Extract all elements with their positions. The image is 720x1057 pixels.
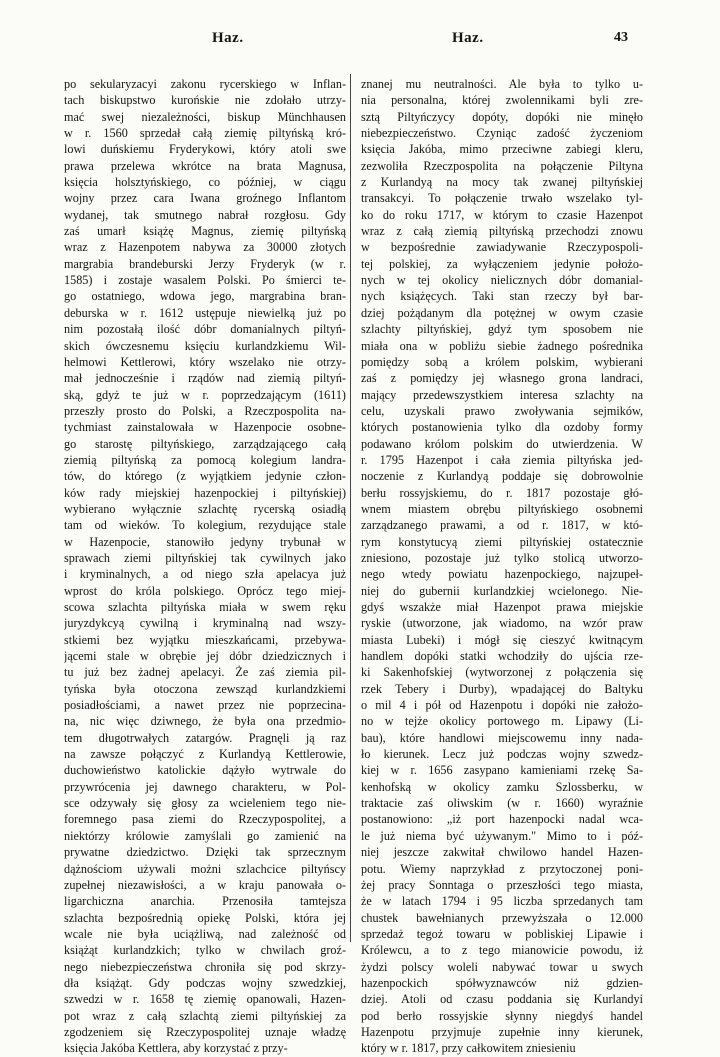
text-line: tem długotrwałych zatargów. Pragnęli ją raz	[64, 730, 346, 745]
text-line: zgodzeniem się Rzeczypospolitej uznaje władzę	[64, 1024, 346, 1039]
text-line: stkiemi bez wyjątku mieszkańcami, przebywa-	[64, 632, 346, 647]
text-line: których postanowienia tylko dla ozdoby formy	[361, 420, 643, 435]
text-line: bau), które handlowi miejscowemu inny nada-	[361, 730, 643, 745]
text-line: mać swej niezależności, biskup Münchhausen	[64, 109, 346, 124]
text-line: traktacie zaś oliwskim (w r. 1660) wyraźnie	[361, 796, 643, 811]
text-line: który w r. 1817, przy całkowitem zniesieniu	[361, 1041, 576, 1056]
text-line: posiadłościami, a nawet przez nie poprzecina-	[64, 698, 346, 713]
text-line: ki Sakenhofskiej (wytworzonej z połączenia się	[361, 665, 643, 680]
text-line: tej polskiej, za wyłączeniem jedynie położo-	[361, 256, 643, 271]
text-line: tam od wieków. To kolegium, rezydujące stale	[64, 518, 346, 533]
text-line: berłu rossyjskiemu, do r. 1817 pozostaje głó-	[361, 485, 643, 500]
text-line: nia personalna, której zwolennikami byli zre-	[361, 93, 643, 108]
text-line: foremnego pasa ziemi do Rzeczypospolitej, a	[64, 812, 346, 827]
text-line: noczenie z Kurlandyą poddaje się dobrowolnie	[361, 469, 643, 484]
text-line: wraz z Hazenpotem nabywa za 30000 złotych	[64, 240, 346, 255]
text-line: le już niema być używanym." Mimo to i póź-	[361, 828, 643, 843]
text-line: kiej w r. 1656 zasypano kamieniami rzekę Sa-	[361, 763, 643, 778]
text-line: wcale nie była uciążliwą, nad zależność od	[64, 926, 346, 941]
text-line: wnem miastem obrębu piltyńskiego osobnemi	[361, 501, 643, 516]
text-line: zupełnej niezawisłości, a w kraju panowała o-	[64, 877, 346, 892]
text-line: sztą Piltyńczycy dopóty, dopóki nie minęło	[361, 109, 643, 124]
text-line: skich ówczesnemu księciu kurlandzkiemu Wil-	[64, 338, 346, 353]
text-line: transakcyi. To połączenie trwało wszelako tyl-	[361, 191, 643, 206]
text-line: handlem dopóki statki wchodziły do ujścia rze-	[361, 649, 643, 664]
text-line: rym konstytucyą ziemi piltyńskiej ostatecznie	[361, 534, 643, 549]
text-line: z Kurlandyą na mocy tak zwanej piltyńskiej	[361, 175, 643, 190]
left-text-column	[64, 76, 346, 1057]
right-text-column	[361, 76, 643, 1057]
page-number: 43	[614, 30, 628, 45]
text-line: i kryminalnych, a od niego szła apelacya już	[64, 567, 346, 582]
text-line: przeszły prosto do Polski, a Rzeczpospolita na-	[64, 403, 346, 418]
text-line: prywatne dziedzictwo. Dzięki tak sprzecznym	[64, 845, 346, 860]
text-line: mający przedewszystkiem interesa szlachty na	[361, 387, 643, 402]
text-line: go starostę piltyńskiego, zarządzającego całą	[64, 436, 346, 451]
text-line: po sekularyzacyi zakonu rycerskiego w Inflan-	[64, 77, 346, 91]
text-line: ko do roku 1717, w którym to czasie Hazenpot	[361, 207, 643, 222]
text-line: go ostatniego, wdowa jego, margrabina bran-	[64, 289, 346, 304]
text-line: podawano królom polskim do utwierdzenia. W	[361, 436, 643, 451]
text-line: znanej mu neutralności. Ale była to tylko u-	[361, 77, 643, 91]
text-line: zezwoliła Rzeczpospolita na połączenie Piltyna	[361, 158, 643, 173]
text-line: pot wraz z całą szlachtą ziemi piltyńskiej za	[64, 1008, 346, 1023]
text-line: tyńska była otoczona zewsząd kurlandzkiemi	[64, 681, 346, 696]
text-line: zniesiono, pozostaje już tylko stolicą utworzo-	[361, 550, 643, 565]
text-line: hazenpockich spółwyznawców niż gdzien-	[361, 975, 643, 990]
text-line: książąt kurlandzkich; tylko w chwilach groź-	[64, 943, 346, 958]
text-line: pomiędzy sobą a królem polskim, wybierani	[361, 354, 643, 369]
running-head-left: Haz.	[212, 30, 244, 46]
text-line: niej do gubernii kurlandzkiej wcielonego. Nie-	[361, 583, 643, 598]
text-line: helmowi Kettlerowi, który wszelako nie otrzy-	[64, 354, 346, 369]
text-line: księcia Jakóba, mimo przeciwne zabiegi kleru,	[361, 142, 643, 157]
text-line: sprawach ziemi piltyńskiej tak cywilnych jako	[64, 550, 346, 565]
text-line: wraz z całą ziemią piltyńską przechodzi znowu	[361, 224, 643, 239]
text-line: Królewcu, a to z tego mianowicie powodu, iż	[361, 943, 643, 958]
text-line: Hazenpotu przyjmuje zupełnie inny kierunek,	[361, 1024, 643, 1039]
text-line: dążnościom używali możni szlachcice piltyńscy	[64, 861, 346, 876]
text-line: duchowieństwo katolickie dążyło wytrwale do	[64, 763, 346, 778]
text-line: rzek Tebery i Durby), wpadającej do Baltyku	[361, 681, 643, 696]
text-line: szlachty piltyńskiej, gdyż tym sposobem nie	[361, 322, 643, 337]
text-line: w r. 1560 sprzedał całą ziemię piltyńską kró-	[64, 126, 346, 141]
text-line: wprost do króla polskiego. Oprócz tego miej-	[64, 583, 346, 598]
text-line: scowa szlachta piltyńska miała w swem ręku	[64, 600, 346, 614]
text-line: tychmiast zainstalowała w Hazenpocie osobne-	[64, 420, 346, 435]
text-line: lowi duńskiemu Fryderykowi, który atoli swe	[64, 142, 346, 157]
text-line: zaś z pomiędzy jej własnego grona landraci,	[361, 371, 643, 386]
text-line: gdyś wszakże miał Hazenpot prawa miejskie	[361, 600, 643, 614]
text-line: potu. Wiemy naprzykład z przytoczonej poni-	[361, 861, 643, 876]
text-line: tach biskupstwo kurońskie nie zdołało utrzy-	[64, 93, 346, 108]
text-line: sprzedaż tegoż towaru w pobliskiej Lipawie i	[361, 926, 643, 941]
column-divider	[350, 74, 351, 942]
text-line: wybierano wyłącznie szlachtę rycerską osiadłą	[64, 501, 346, 516]
text-line: nego niebezpieczeństwa chroniła się pod skrzy-	[64, 959, 346, 974]
text-line: ło kierunek. Lecz już podczas wojny szwedz-	[361, 747, 643, 762]
text-line: postanowiono: „iż port hazenpocki nadal wca-	[361, 812, 643, 827]
text-line: prawa przelewa wkrótce na brata Magnusa,	[64, 158, 346, 173]
text-line: dziej. Atoli od czasu poddania się Kurlandyi	[361, 992, 643, 1007]
text-line: 1585) i zostaje wasalem Polski. Po śmierci te-	[64, 273, 346, 288]
text-line: szlachta bezpośrednią opiekę Polski, która jej	[64, 910, 346, 925]
text-line: dziej pożądanym dla potężnej w owym czasie	[361, 305, 643, 320]
text-line: r. 1795 Hazenpot i cała ziemia piltyńska jed-	[361, 452, 643, 467]
text-line: niektórzy królowie zamyślali go zamienić na	[64, 828, 346, 843]
text-line: sce odzywały się głosy za wcieleniem tego nie-	[64, 796, 346, 811]
text-line: celu, uzyskali prawo zwoływania sejmików,	[361, 403, 643, 418]
text-line: chustek bawełnianych przewyższała o 12.000	[361, 910, 643, 925]
text-line: że w latach 1794 i 95 liczba sprzedanych tam	[361, 894, 643, 909]
text-line: nego wtedy powiatu hazenpockiego, najzupeł-	[361, 567, 643, 582]
text-line: nych książęcych. Taki stan rzeczy był bar-	[361, 289, 643, 304]
text-line: księcia Jakóba Kettlera, aby korzystać z przy-	[64, 1041, 288, 1056]
text-line: ską, gdyż te już w r. poprzedzającym (1611)	[64, 387, 346, 402]
text-line: kenhofską w okolicy zamku Szlossberku, w	[361, 779, 643, 794]
text-line: w Hazenpocie, stanowiło jedyny trybunał w	[64, 534, 346, 549]
text-line: niej jeszcze zakwitał chwilowo handel Hazen-	[361, 845, 643, 860]
text-line: ryskie (utworzone, jak wiadomo, na wzór praw	[361, 616, 643, 631]
text-line: ziemią piltyńską za pomocą kolegium landra-	[64, 452, 346, 467]
text-line: nych w tej okolicy nielicznych dóbr domanial-	[361, 273, 643, 288]
text-line: wojny przez cara Iwana groźnego Inflantom	[64, 191, 346, 206]
text-line: zaś umarł książę Magnus, ziemię piltyńską	[64, 224, 346, 239]
text-line: margrabia brandeburski Jerzy Fryderyk (w r.	[64, 256, 346, 271]
text-line: nim pozostałą ilość dóbr domanialnych piltyń-	[64, 322, 346, 337]
text-line: na zawsze połączyć z Kurlandyą Kettlerowie,	[64, 747, 346, 762]
text-line: w bezpośrednie zawiadywanie Rzeczypospoli-	[361, 240, 643, 255]
running-head-right: Haz.	[452, 30, 484, 46]
text-line: dła książąt. Gdy podczas wojny szwedzkiej,	[64, 975, 346, 990]
text-line: przywrócenia jej dawnego charakteru, w Pol-	[64, 779, 346, 794]
text-line: jącemi stale w obrębie jej dóbr dziedzicznych i	[64, 649, 346, 664]
text-line: tów, do którego (z wyjątkiem jedynie człon-	[64, 469, 346, 484]
text-line: ków rady miejskiej hazenpockiej i piltyńskiej)	[64, 485, 346, 500]
text-line: na, nic więc dziwnego, że była ona przedmio-	[64, 714, 346, 729]
text-line: juryzdykcyą cywilną i kryminalną nad wszy-	[64, 616, 346, 631]
text-line: o mil 4 i pół od Hazenpotu i dopóki nie założo-	[361, 698, 643, 713]
text-line: żej pracy Sonntaga o przeszłości tego miasta,	[361, 877, 643, 892]
text-line: zarządzanego prawami, a od r. 1817, w któ-	[361, 518, 643, 533]
text-line: wydanej, tak smutnego nabrał rozgłosu. Gdy	[64, 207, 346, 222]
text-line: pod berło rossyjskie słynny niegdyś handel	[361, 1008, 643, 1023]
text-line: niebezpieczeństwo. Czyniąc zadość życzeniom	[361, 126, 643, 141]
text-line: żydzi polscy woleli nabywać towar u swych	[361, 959, 643, 974]
text-line: księcia holsztyńskiego, co później, w ciągu	[64, 175, 346, 190]
text-line: tu już bez żadnej apelacyi. Że zaś ziemia pil-	[64, 665, 346, 680]
text-line: miała ona w pobliżu siebie żadnego pośrednika	[361, 338, 643, 353]
text-line: mał jednocześnie i rządów nad ziemią piltyń-	[64, 371, 346, 386]
text-line: ligarchiczna anarchia. Przenosiła tamtejsza	[64, 894, 346, 909]
text-line: miasta Lubeki) i mógł się cieszyć kwitnącym	[361, 632, 643, 647]
text-line: no w tejże okolicy portowego m. Lipawy (Li-	[361, 714, 643, 729]
text-line: deburska w r. 1612 ustępuje niewielką już po	[64, 305, 346, 320]
text-line: szwedzi w r. 1658 tę ziemię opanowali, Hazen-	[64, 992, 346, 1007]
